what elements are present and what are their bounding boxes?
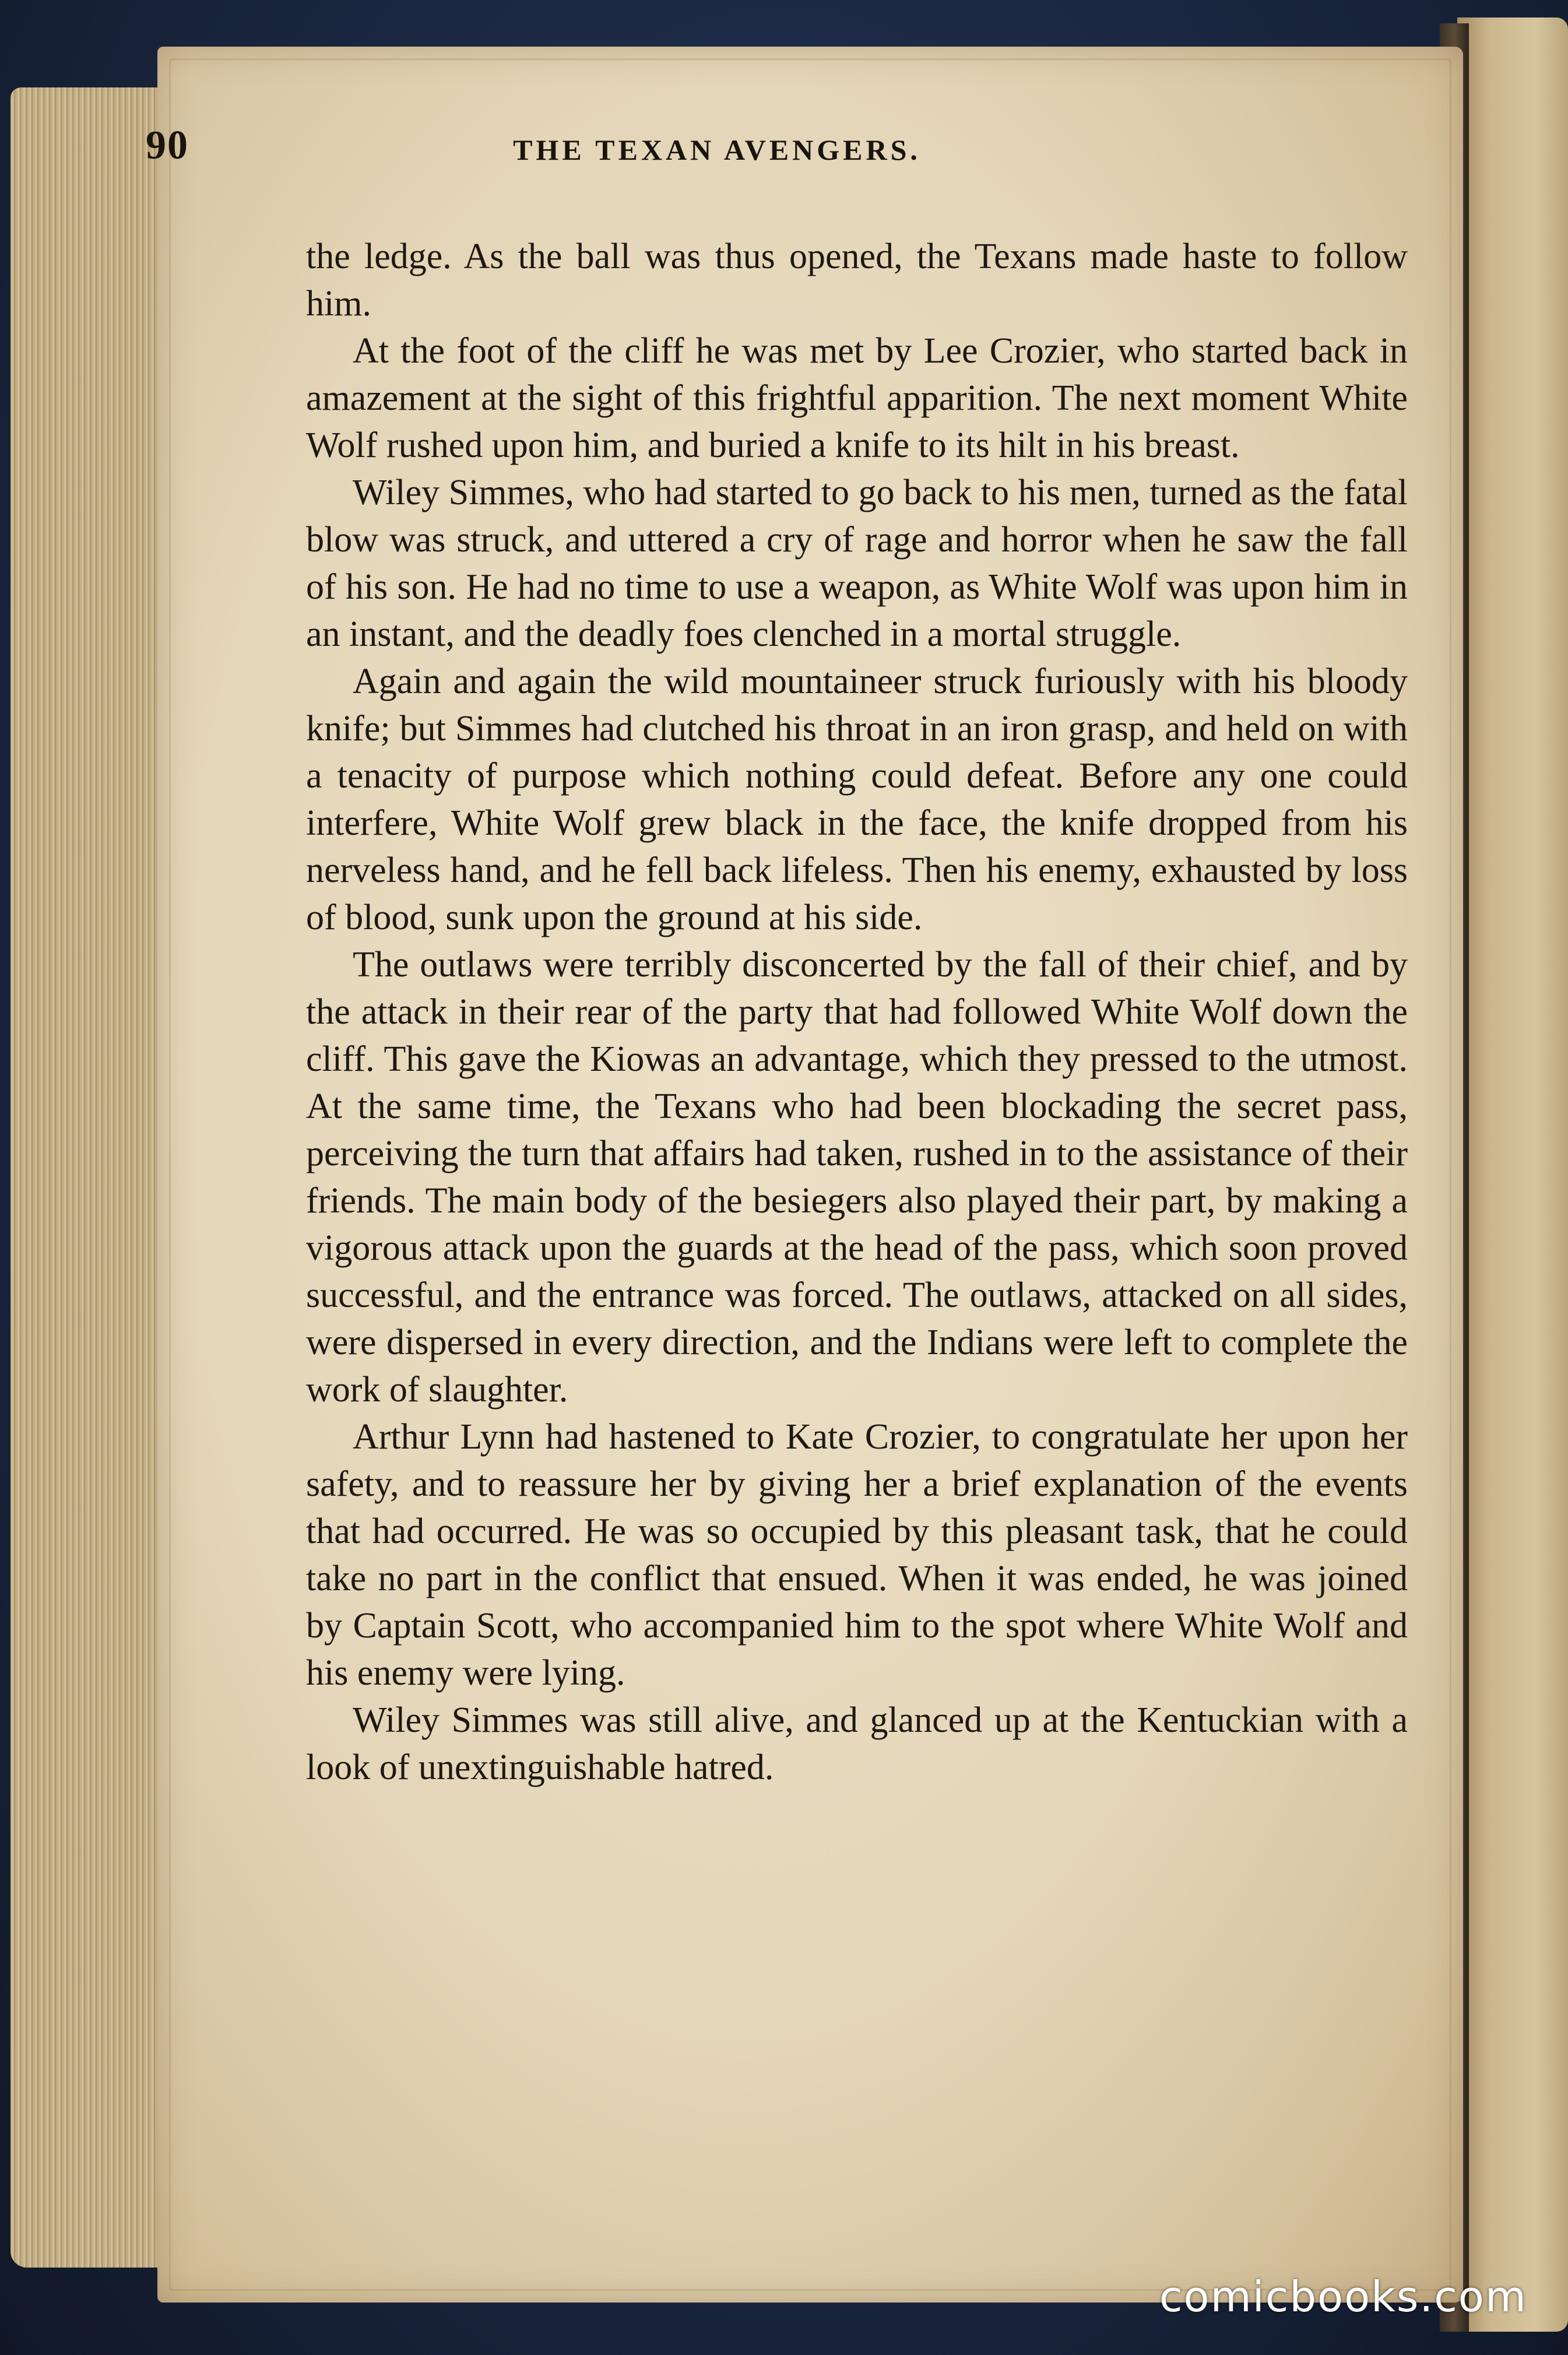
paragraph-7: Wiley Simmes was still alive, and glanced up at the Kentuckian with a look of unextinguishable hatred.: [306, 1700, 1408, 1787]
paragraph-3: Wiley Simmes, who had started to go back to his men, turned as the fatal blow was struck, and uttered a cry of rage and horror when he saw the fall of his son. He had no time to use a weapon, as White Wolf was upon him in an instant, and the deadly foes clenched in a mortal struggle.: [306, 473, 1408, 654]
paragraph-5: The outlaws were terribly disconcerted by the fall of their chief, and by the attack in their rear of the party that had followed White Wolf down the cliff. This gave the Kiowas an advantage, which they pressed to the utmost. At the same time, the Texans who had been blockading the secret pass, perceiving the turn that affairs had taken, rushed in to the assistance of their friends. The main body of the besiegers also played their part, by making a vigorous attack upon the guards at the head of the pass, which soon proved successful, and the entrance was forced. The outlaws, attacked on all sides, were dispersed in every direction, and the Indians were left to complete the work of slaughter.: [306, 945, 1408, 1410]
paragraph-2: At the foot of the cliff he was met by Lee Crozier, who started back in amazement at the sight of this frightful apparition. The next moment White Wolf rushed upon him, and buried a knife to its hilt in his breast.: [306, 331, 1408, 465]
paragraph-6: Arthur Lynn had hastened to Kate Crozier, to congratulate her upon her safety, and to reassure her by giving her a brief explanation of the events that had occurred. He was so occupied by this pleasant task, that he could take no part in the conflict that ensued. When it was ended, he was joined by Captain Scott, who accompanied him to the spot where White Wolf and his enemy were lying.: [306, 1417, 1408, 1693]
page-number: 90: [146, 123, 189, 168]
paragraph-1: the ledge. As the ball was thus opened, the Texans made haste to follow him.: [306, 237, 1408, 324]
watermark: comicbooks.com: [1159, 2272, 1527, 2321]
page-header: [146, 87, 1288, 181]
running-head: THE TEXAN AVENGERS.: [513, 133, 921, 166]
body-text: [306, 233, 1408, 1791]
facing-page-edge: [1457, 17, 1568, 2332]
paragraph-4: Again and again the wild mountaineer struck furiously with his bloody knife; but Simmes had clutched his throat in an iron grasp, and held on with a tenacity of purpose which nothing could defeat. Before any one could interfere, White Wolf grew black in the face, the knife dropped from his nerveless hand, and he fell back lifeless. Then his enemy, exhausted by loss of blood, sunk upon the ground at his side.: [306, 662, 1408, 937]
